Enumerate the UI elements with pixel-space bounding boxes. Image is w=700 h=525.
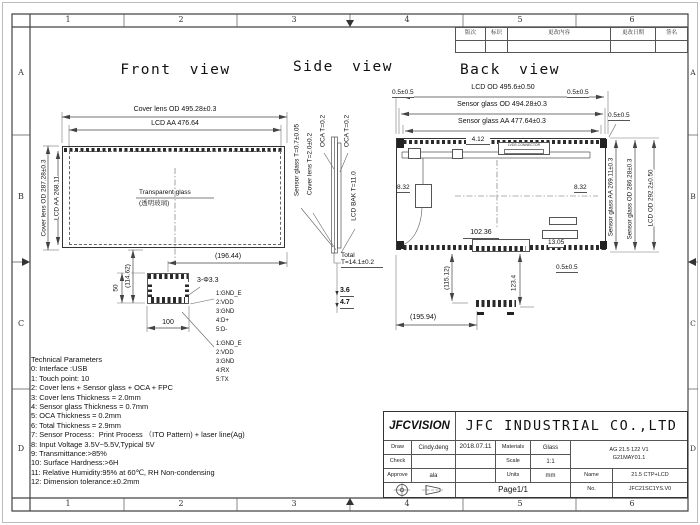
front-glass-label-cn: (透明玻璃) [139,200,170,207]
back-dim-4-12: 4.12 [466,136,490,145]
front-dim-connector-offset: (196.44) [203,253,253,261]
side-label-oca-2: OCA T=0.2 [343,114,351,148]
revision-empty-cell [611,41,656,53]
front-dim-lcd-aa-height: LCD AA 268.11 [53,176,61,220]
tech-param-line: 1: Touch point: 10 [31,373,90,383]
tech-param-line: 8: Input Voltage 3.5V~5.5V,Typical 5V [31,439,155,449]
pin-label: 3:GND [216,359,235,365]
back-dim-8-32-left: 8.32 [397,184,410,191]
front-dim-lcd-aa-width: LCD AA 476.64 [115,120,235,128]
zone-top-3: 3 [291,15,297,24]
zone-bottom-3: 3 [291,499,297,508]
front-dim-cover-od-width: Cover lens OD 495.28±0.3 [95,106,255,114]
scale-value: 1:1 [531,455,571,469]
units-value: mm [531,469,571,483]
technical-parameters [31,355,376,487]
zone-right-b: B [690,192,696,201]
draw-date: 2018.07.11 [456,441,496,455]
draw-label: Draw [384,441,412,455]
back-dim-lcd-od-width: LCD OD 495.6±0.50 [440,84,566,92]
back-dim-05-side: 0.5±0.5 [608,112,630,119]
tech-param-line: 5: OCA Thickness = 0.2mm [31,411,122,421]
tech-param-line: 12: Dimension tolerance:±0.2mm [31,477,140,487]
tech-param-line: 10: Surface Hardness:>6H [31,458,119,468]
check-value [412,455,456,469]
back-left-component [415,184,432,208]
back-component-box-1 [408,148,421,159]
back-dim-8-32-right: 8.32 [574,184,587,191]
tech-param-line: 7: Sensor Process：Print Process （ITO Pattern) + laser line(Ag) [31,430,245,440]
model-cell [571,441,687,469]
back-dim-sensor-aa-height: Sensor glass AA 269.11±0.3 [607,157,615,237]
tech-param-line: 11: Relative Humidity:95% at 60℃, RH Non-condensing [31,467,215,477]
zone-right-d: D [689,444,696,453]
side-dim-3-6: 3.6 [340,287,354,297]
back-small-box-1 [549,217,577,225]
pin-label: 3:GND [216,309,235,315]
pin-label: 4:RX [216,368,230,374]
side-label-cover-lens: Cover lens T=2.0±0.2 [306,132,314,196]
zone-top-6: 6 [629,15,635,24]
front-connector-left-pads [148,282,152,297]
back-dim-sensor-od-width: Sensor glass OD 494.28±0.3 [428,101,576,109]
back-dim-102-36: 102.36 [463,229,499,239]
side-label-oca-1: OCA T=0.2 [319,114,327,148]
draw-value: Cindy.deng [412,441,456,455]
front-view-title: Front view [120,62,231,78]
side-view-title: Side view [292,59,394,75]
back-dim-lcd-od-height: LCD OD 292.2±0.50 [647,169,655,227]
back-corner-pad [397,241,404,249]
front-dim-cover-od-height: Cover lens OD 287.28±0.3 [40,159,48,237]
back-corner-pad [600,241,607,249]
tech-param-line: 9: Transmittance:>85% [31,449,107,459]
back-connector-tail-pads [476,300,516,307]
side-total-thickness: Total T=14.1±0.2 [341,252,383,268]
revision-col-content: 更改内容 [508,28,611,41]
projection-symbols [384,483,456,497]
revision-col-version: 版次 [456,28,486,41]
back-dim-sensor-od-height: Sensor glass OD 286.28±0.3 [626,158,634,240]
front-connector-bottom-pads [151,297,185,303]
back-corner-pad [600,139,607,148]
back-lvds-connector-inner [504,149,544,154]
back-dim-115-12: (115.12) [443,266,451,290]
scale-label: Scale [496,455,531,469]
revision-empty-cell [486,41,508,53]
number-label: No. [571,483,613,497]
tech-param-line: 6: Total Thickness = 2.9mm [31,420,121,430]
front-pin-list-usb [216,290,242,335]
zone-bottom-2: 2 [178,499,184,508]
tech-param-line: 0: Interface :USB [31,364,88,374]
revision-col-mark: 标识 [486,28,508,41]
back-small-box-2 [542,230,578,239]
back-lvds-connector-label: LVDS CONNECTOR [507,143,541,147]
approve-value: ala [412,469,456,483]
revision-table [455,27,688,53]
back-dim-13-05: 13.05 [548,239,565,246]
pin-label: 2:VDD [216,350,234,356]
zone-left-d: D [17,444,25,453]
pin-label: 5:TX [216,377,229,383]
page-number: Page1/1 [456,483,571,497]
zone-right-c: C [690,319,696,328]
units-label: Units [496,469,531,483]
tech-param-line: 3: Cover lens Thickness = 2.0mm [31,392,141,402]
pin-label: 1:GND_E [216,341,242,347]
front-connector-top-pads [148,274,188,279]
front-dim-connector-height: (114.62) [124,264,132,288]
check-label: Check [384,455,412,469]
zone-top-1: 1 [65,15,71,24]
back-bottom-connector-pads [476,246,526,251]
front-holes-callout: 3-Φ3.3 [197,277,219,284]
zone-bottom-4: 4 [404,499,410,508]
zone-right-a: A [690,68,696,77]
back-bottom-connector [472,239,530,252]
zone-top-2: 2 [178,15,184,24]
back-dim-123-4: 123.4 [510,274,518,292]
back-lvds-connector [498,142,550,155]
back-view-title: Back view [459,62,561,78]
materials-label: Materials [496,441,531,455]
pin-label: 1:GND_E [216,291,242,297]
name-value: 21.5 CTP+LCD [613,469,687,483]
projection-symbols-svg [384,482,455,498]
pin-label: 4:D+ [216,318,229,324]
back-corner-pad [397,139,404,148]
zone-left-c: C [17,319,25,328]
technical-parameters-title: Technical Parameters [31,355,103,364]
revision-empty-cell [456,41,486,53]
pin-label: 5:D- [216,327,228,333]
model-line-2: G21MAY01.1 [612,455,646,461]
front-connector-right-pads [185,282,189,297]
check-date [456,455,496,469]
model-line-1: AG 21.5 122 V1 [609,446,649,453]
front-glass-label-en: Transparent glass [139,189,191,196]
tech-param-line: 2: Cover lens + Sensor glass + OCA + FPC [31,383,173,393]
pin-label: 2:VDD [216,300,234,306]
zone-left-b: B [18,192,24,201]
back-dim-05-right: 0.5±0.5 [567,89,589,96]
zone-bottom-5: 5 [517,499,523,508]
back-connector-foot [507,312,514,315]
company-logo: JFCVISION [384,412,456,441]
front-dim-50: 50 [112,284,120,292]
approve-date [456,469,496,483]
side-dim-4-7: 4.7 [340,299,354,309]
back-connector-foot [477,312,484,315]
revision-col-sign: 签名 [656,28,687,41]
back-dim-05-bottom: 0.5±0.5 [556,264,578,271]
revision-empty-cell [508,41,611,53]
title-block [383,411,688,498]
materials-value: Glass [531,441,571,455]
zone-bottom-1: 1 [65,499,71,508]
back-dim-195-94: (195.94) [410,314,437,321]
tech-param-line: 4: Sensor glass Thickness = 0.7mm [31,402,149,412]
zone-left-a: A [18,68,24,77]
back-component-box-2 [452,149,463,159]
front-active-area-dashed [69,151,281,245]
front-dim-100: 100 [156,319,180,327]
zone-top-4: 4 [404,15,410,24]
zone-bottom-6: 6 [629,499,635,508]
back-dim-sensor-aa-width: Sensor glass AA 477.64±0.3 [430,118,574,126]
company-name: JFC INDUSTRIAL CO.,LTD [456,412,687,441]
approve-label: Approve [384,469,412,483]
number-value: JFC21SC1YS.V0 [628,486,672,493]
name-label: Name [571,469,613,483]
zone-top-5: 5 [517,15,523,24]
side-label-lcd-bak: LCD BAK T=11.0 [350,171,358,221]
revision-col-date: 更改日期 [611,28,656,41]
back-dim-05-left: 0.5±0.5 [392,89,414,96]
side-label-sensor-glass: Sensor glass T=0.7±0.05 [293,123,301,197]
